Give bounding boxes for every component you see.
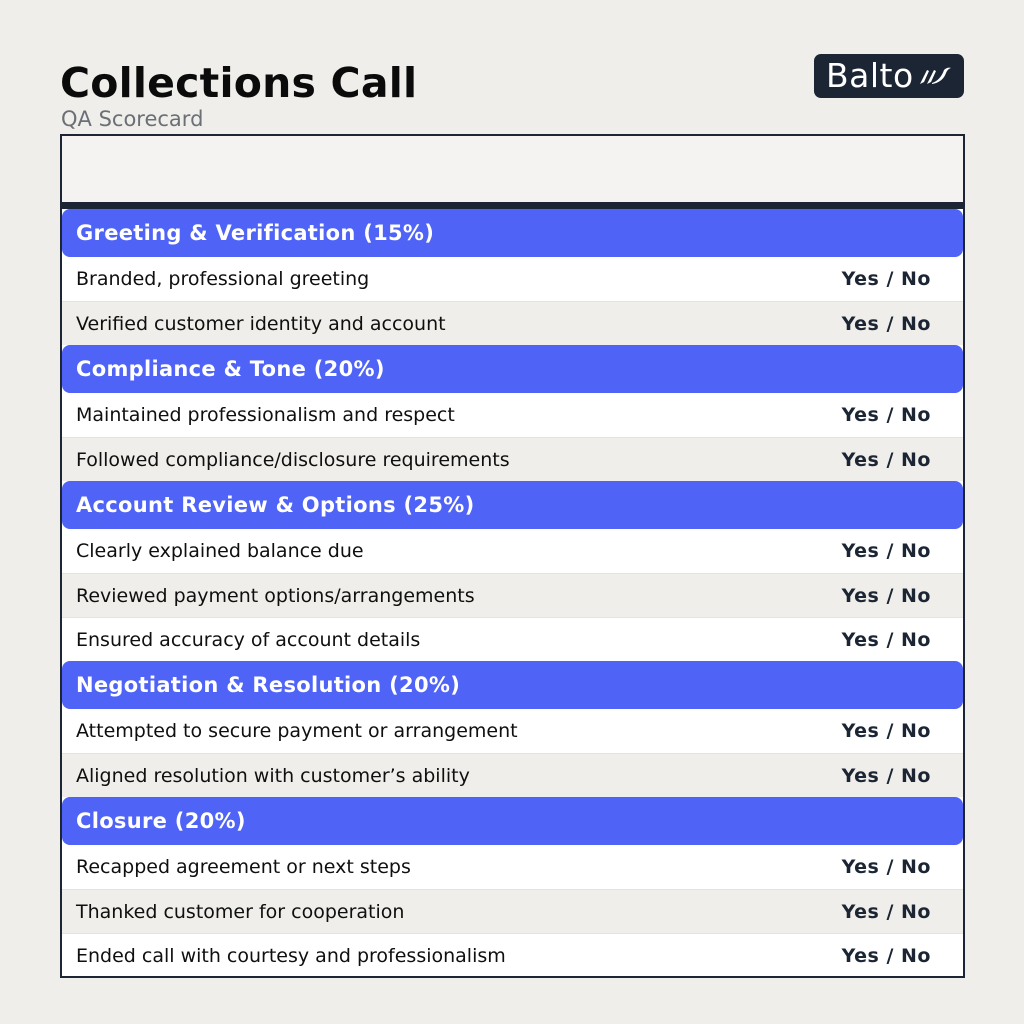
criteria-row <box>62 889 963 933</box>
bird-icon <box>918 64 952 88</box>
criteria-row <box>62 437 963 481</box>
criteria-label: Recapped agreement or next steps <box>76 856 411 878</box>
criteria-row <box>62 529 963 573</box>
yes-no-answer[interactable]: Yes / No <box>841 584 931 607</box>
yes-no-answer[interactable]: Yes / No <box>841 312 931 335</box>
yes-no-answer[interactable]: Yes / No <box>841 856 931 878</box>
criteria-row <box>62 709 963 753</box>
criteria-label: Clearly explained balance due <box>76 540 364 562</box>
criteria-label: Thanked customer for cooperation <box>76 900 405 923</box>
yes-no-answer[interactable]: Yes / No <box>841 268 931 290</box>
criteria-row <box>62 573 963 617</box>
yes-no-answer[interactable]: Yes / No <box>841 628 931 651</box>
yes-no-answer[interactable]: Yes / No <box>841 764 931 787</box>
page-subtitle: QA Scorecard <box>61 107 204 131</box>
yes-no-answer[interactable]: Yes / No <box>841 404 931 426</box>
balto-logo <box>814 54 964 98</box>
criteria-row <box>62 301 963 345</box>
criteria-label: Verified customer identity and account <box>76 312 446 335</box>
criteria-label: Branded, professional greeting <box>76 268 370 290</box>
section-header: Account Review & Options (25%) <box>62 481 963 529</box>
yes-no-answer[interactable]: Yes / No <box>841 900 931 923</box>
criteria-row <box>62 933 963 977</box>
criteria-label: Ended call with courtesy and professionalism <box>76 944 506 967</box>
criteria-label: Ensured accuracy of account details <box>76 628 421 651</box>
criteria-row <box>62 257 963 301</box>
page-title: Collections Call <box>60 59 418 107</box>
criteria-label: Maintained professionalism and respect <box>76 404 455 426</box>
section-header: Closure (20%) <box>62 797 963 845</box>
table-header-band <box>62 136 963 209</box>
criteria-label: Reviewed payment options/arrangements <box>76 584 475 607</box>
criteria-row <box>62 617 963 661</box>
criteria-label: Attempted to secure payment or arrangement <box>76 720 518 742</box>
yes-no-answer[interactable]: Yes / No <box>841 944 931 967</box>
scorecard-sections <box>62 209 963 977</box>
yes-no-answer[interactable]: Yes / No <box>841 720 931 742</box>
logo-text: Balto <box>826 56 914 95</box>
section-header: Negotiation & Resolution (20%) <box>62 661 963 709</box>
criteria-row <box>62 753 963 797</box>
criteria-row <box>62 393 963 437</box>
scorecard-table <box>60 134 965 978</box>
criteria-row <box>62 845 963 889</box>
yes-no-answer[interactable]: Yes / No <box>841 540 931 562</box>
criteria-label: Aligned resolution with customer’s ability <box>76 764 470 787</box>
yes-no-answer[interactable]: Yes / No <box>841 448 931 471</box>
section-header: Greeting & Verification (15%) <box>62 209 963 257</box>
criteria-label: Followed compliance/disclosure requirements <box>76 448 510 471</box>
section-header: Compliance & Tone (20%) <box>62 345 963 393</box>
